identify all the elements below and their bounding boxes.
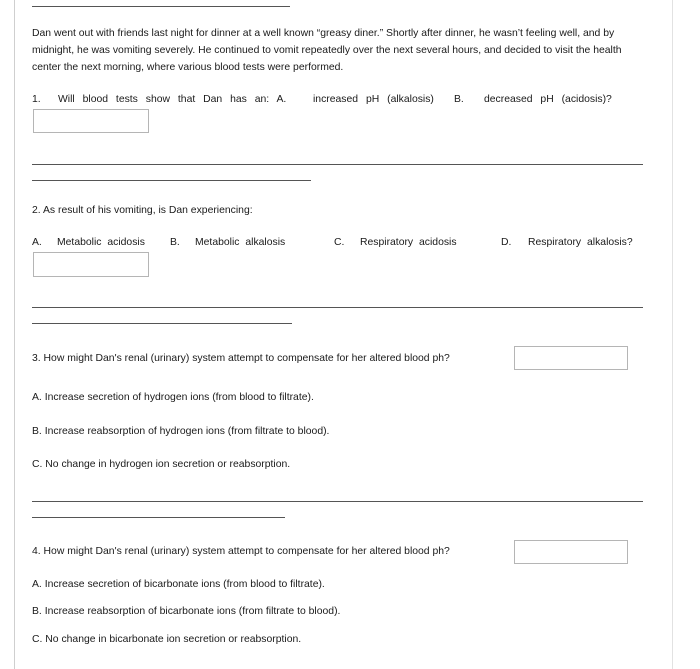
- q2-answer-box[interactable]: [33, 252, 149, 277]
- q2-option-b-label: Metabolic alkalosis: [195, 237, 286, 248]
- q3-option-c: C. No change in hydrogen ion secretion or reabsorption.: [32, 459, 291, 470]
- intro-paragraph: Dan went out with friends last night for dinner at a well known “greasy diner.” Shortly after dinner, he wasn’t feeling well, and by midnight, he was vomiting severely. He continued to vomit repeatedly over the next several hours, and decided to visit the health center the next morning, where various blood tests were performed.: [32, 28, 622, 73]
- q1-option-b: decreased pH (acidosis)?: [484, 94, 612, 105]
- q2-option-d-letter: D.: [501, 237, 512, 248]
- top-answer-line: [32, 6, 290, 7]
- q2-answer-line-2: [32, 323, 292, 324]
- q3-answer-line-1: [32, 501, 643, 502]
- q2-option-c-label: Respiratory acidosis: [360, 237, 457, 248]
- page-left-edge: [14, 0, 15, 669]
- q2-option-d-label: Respiratory alkalosis?: [528, 237, 633, 248]
- q2-answer-line-1: [32, 307, 643, 308]
- q2-option-a-label: Metabolic acidosis: [57, 237, 145, 248]
- q1-answer-line-2: [32, 180, 311, 181]
- q4-question: 4. How might Dan's renal (urinary) system attempt to compensate for her altered blood ph?: [32, 546, 450, 557]
- q1-option-a: increased pH (alkalosis): [313, 94, 434, 105]
- q2-option-a-letter: A.: [32, 237, 42, 248]
- q4-option-b: B. Increase reabsorption of bicarbonate ions (from filtrate to blood).: [32, 606, 341, 617]
- q3-option-a: A. Increase secretion of hydrogen ions (from blood to filtrate).: [32, 392, 314, 403]
- q2-option-b-letter: B.: [170, 237, 180, 248]
- q1-question: Will blood tests show that Dan has an: A.: [58, 94, 287, 105]
- q3-answer-box[interactable]: [514, 346, 628, 370]
- page-right-edge: [672, 0, 673, 669]
- q3-question: 3. How might Dan's renal (urinary) system attempt to compensate for her altered blood ph?: [32, 353, 450, 364]
- q2-question: 2. As result of his vomiting, is Dan experiencing:: [32, 205, 253, 216]
- q1-number: 1.: [32, 94, 41, 105]
- q3-option-b: B. Increase reabsorption of hydrogen ions (from filtrate to blood).: [32, 426, 330, 437]
- q3-answer-line-2: [32, 517, 285, 518]
- q4-option-c: C. No change in bicarbonate ion secretion or reabsorption.: [32, 634, 302, 645]
- q1-answer-box[interactable]: [33, 109, 149, 133]
- q1-answer-line-1: [32, 164, 643, 165]
- q4-option-a: A. Increase secretion of bicarbonate ions (from blood to filtrate).: [32, 579, 325, 590]
- q2-option-c-letter: C.: [334, 237, 345, 248]
- q4-answer-box[interactable]: [514, 540, 628, 564]
- q1-option-b-letter: B.: [454, 94, 464, 105]
